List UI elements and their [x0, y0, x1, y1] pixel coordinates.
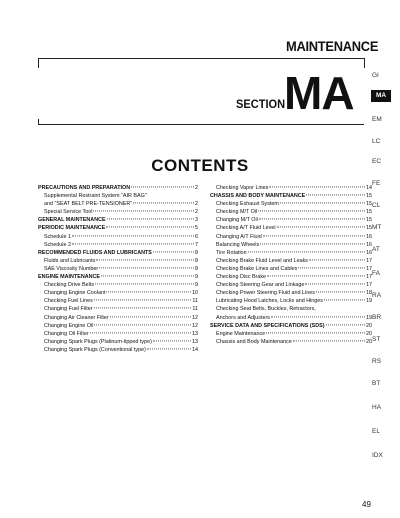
toc-leader-dots [305, 284, 365, 285]
toc-entry-page: 12 [192, 322, 198, 329]
toc-entry-page: 5 [195, 225, 198, 232]
toc-leader-dots [266, 332, 365, 333]
toc-entry [210, 208, 372, 216]
toc-leader-dots [269, 186, 365, 187]
toc-leader-dots [260, 243, 365, 244]
toc-entry-page: 13 [192, 330, 198, 337]
toc-entry-page: 15 [366, 193, 372, 200]
toc-entry-page: 15 [366, 225, 372, 232]
toc-entry-page: 12 [192, 314, 198, 321]
toc-entry-title: Checking Seat Belts, Buckles, Retractors, [216, 306, 316, 313]
toc-entry [38, 200, 198, 208]
toc-entry-page: 17 [366, 274, 372, 281]
toc-entry-page: 16 [366, 249, 372, 256]
toc-left-column [38, 184, 198, 354]
toc-leader-dots [267, 275, 365, 276]
toc-entry-title: ENGINE MAINTENANCE [38, 274, 100, 281]
toc-leader-dots [110, 316, 191, 317]
toc-entry-page: 3 [195, 217, 198, 224]
toc-entry-title: Special Service Tool [44, 209, 93, 216]
toc-entry-page: 11 [192, 306, 198, 313]
toc-entry-title: Schedule 1 [44, 233, 71, 240]
toc-leader-dots [94, 308, 192, 309]
toc-entry-page: 8 [195, 265, 198, 272]
toc-entry-title: Fluids and Lubricants [44, 257, 96, 264]
toc-entry-title: Changing Spark Plugs (Conventional type) [44, 346, 146, 353]
toc-entry-page: 14 [192, 346, 198, 353]
toc-leader-dots [96, 259, 194, 260]
toc-leader-dots [94, 300, 192, 301]
section-tab-lc: LC [372, 138, 381, 145]
toc-entry-title: PERIODIC MAINTENANCE [38, 225, 106, 232]
toc-entry [210, 233, 372, 241]
toc-entry-title: Schedule 2 [44, 241, 71, 248]
toc-entry-page: 18 [366, 290, 372, 297]
toc-entry [38, 281, 198, 289]
toc-leader-dots [94, 324, 191, 325]
toc-entry [38, 265, 198, 273]
toc-leader-dots [316, 292, 365, 293]
toc-entry-title: SERVICE DATA AND SPECIFICATIONS (SDS) [210, 322, 325, 329]
toc-entry-title: Checking M/T Oil [216, 209, 258, 216]
toc-entry-title: Anchors and Adjusters [216, 314, 270, 321]
toc-entry-page: 17 [366, 282, 372, 289]
toc-entry [210, 192, 372, 200]
toc-leader-dots [101, 275, 194, 276]
toc-entry [38, 322, 198, 330]
toc-leader-dots [326, 324, 365, 325]
toc-right-column [210, 184, 372, 346]
toc-entry-title: and "SEAT BELT PRE-TENSIONER" [44, 201, 133, 208]
section-tab-ma: MA [371, 90, 391, 102]
toc-entry [210, 314, 372, 322]
toc-entry [210, 330, 372, 338]
section-tab-st: ST [372, 336, 381, 343]
toc-entry [210, 200, 372, 208]
toc-entry-title: Checking Steering Gear and Linkage [216, 282, 305, 289]
toc-entry-page: 7 [195, 241, 198, 248]
toc-entry [210, 216, 372, 224]
toc-entry-title: Checking Disc Brake [216, 274, 267, 281]
toc-entry-title: Changing M/T Oil [216, 217, 258, 224]
toc-entry-title: Balancing Wheels [216, 241, 260, 248]
toc-entry-title: Changing A/T Fluid [216, 233, 262, 240]
header-rule-tick-left [38, 58, 39, 68]
toc-entry-page: 8 [195, 257, 198, 264]
toc-entry-page: 9 [195, 274, 198, 281]
toc-entry-page: 10 [192, 290, 198, 297]
toc-entry [38, 273, 198, 281]
toc-entry-title: Changing Oil Filter [44, 330, 89, 337]
toc-entry-title: RECOMMENDED FLUIDS AND LUBRICANTS [38, 249, 152, 256]
toc-leader-dots [131, 186, 194, 187]
toc-entry [210, 305, 372, 313]
toc-entry-title: GENERAL MAINTENANCE [38, 217, 106, 224]
toc-entry-page: 6 [195, 233, 198, 240]
section-tab-em: EM [372, 116, 382, 123]
toc-entry-title: Checking Power Steering Fluid and Lines [216, 290, 315, 297]
toc-entry-page: 20 [366, 330, 372, 337]
section-tab-ra: RA [372, 292, 382, 299]
toc-entry-title: Changing Engine Coolant [44, 290, 106, 297]
toc-leader-dots [72, 243, 194, 244]
toc-entry-page: 2 [195, 201, 198, 208]
section-tab-idx: IDX [372, 452, 383, 459]
toc-entry-page: 20 [366, 322, 372, 329]
toc-leader-dots [258, 211, 365, 212]
toc-entry [38, 314, 198, 322]
toc-leader-dots [306, 194, 365, 195]
toc-leader-dots [99, 267, 194, 268]
toc-entry-title: Checking Brake Fluid Level and Leaks [216, 257, 308, 264]
toc-leader-dots [153, 340, 191, 341]
toc-leader-dots [293, 340, 365, 341]
toc-entry-title: Checking Drive Belts [44, 282, 95, 289]
section-tab-mt: MT [372, 224, 382, 231]
toc-leader-dots [147, 348, 191, 349]
toc-entry [38, 346, 198, 354]
section-tab-fe: FE [372, 180, 381, 187]
toc-entry [210, 338, 372, 346]
toc-leader-dots [277, 227, 365, 228]
toc-entry [38, 297, 198, 305]
toc-entry [38, 216, 198, 224]
toc-leader-dots [106, 227, 194, 228]
toc-entry-page: 15 [366, 209, 372, 216]
toc-leader-dots [95, 284, 194, 285]
toc-leader-dots [106, 292, 191, 293]
toc-entry-page: 17 [366, 265, 372, 272]
section-tab-rs: RS [372, 358, 382, 365]
toc-entry [210, 273, 372, 281]
toc-leader-dots [259, 219, 365, 220]
section-tab-fa: FA [372, 270, 380, 277]
section-tab-cl: CL [372, 202, 381, 209]
section-tab-gi: GI [372, 72, 379, 79]
toc-entry-page: 9 [195, 282, 198, 289]
section-tab-at: AT [372, 246, 380, 253]
toc-entry-title: Engine Maintenance [216, 330, 266, 337]
toc-entry [210, 249, 372, 257]
toc-entry [210, 184, 372, 192]
toc-entry [38, 192, 198, 200]
toc-entry-title: Checking A/T Fluid Level [216, 225, 276, 232]
toc-entry [210, 289, 372, 297]
toc-entry-title: Checking Vapor Lines [216, 185, 269, 191]
toc-entry [38, 208, 198, 216]
section-label: SECTION [236, 97, 286, 111]
toc-entry [38, 330, 198, 338]
toc-leader-dots [324, 300, 365, 301]
toc-leader-dots [133, 203, 194, 204]
toc-entry [210, 224, 372, 232]
toc-entry-title: Changing Fuel Filter [44, 306, 93, 313]
toc-entry-title: PRECAUTIONS AND PREPARATION [38, 185, 131, 191]
toc-leader-dots [72, 235, 194, 236]
toc-entry [38, 241, 198, 249]
header-rule-tick-right [364, 58, 365, 68]
toc-entry-page: 19 [366, 298, 372, 305]
section-code: MA [284, 67, 354, 119]
toc-entry-title: Chassis and Body Maintenance [216, 338, 292, 345]
toc-entry-title: CHASSIS AND BODY MAINTENANCE [210, 193, 306, 200]
toc-entry-title: Changing Air Cleaner Filter [44, 314, 109, 321]
toc-entry-page: 17 [366, 257, 372, 264]
toc-leader-dots [280, 203, 365, 204]
toc-entry [210, 322, 372, 330]
toc-entry-page: 19 [366, 314, 372, 321]
toc-leader-dots [271, 316, 365, 317]
section-tab-ha: HA [372, 404, 382, 411]
toc-leader-dots [107, 219, 194, 220]
toc-entry-page: 15 [366, 217, 372, 224]
toc-entry-title: Checking Brake Lines and Cables [216, 265, 298, 272]
toc-entry-page: 11 [192, 298, 198, 305]
header-rule [38, 58, 364, 59]
page-number: 49 [362, 500, 371, 509]
toc-entry-title: Changing Spark Plugs (Platinum-tipped type) [44, 338, 152, 345]
section-tab-bt: BT [372, 380, 381, 387]
toc-entry [210, 241, 372, 249]
toc-entry [38, 184, 198, 192]
toc-leader-dots [309, 259, 365, 260]
section-rule [38, 124, 364, 125]
toc-entry [38, 233, 198, 241]
section-tab-el: EL [372, 428, 380, 435]
toc-entry-title: Supplemental Restraint System "AIR BAG" [44, 193, 147, 200]
toc-entry-page: 2 [195, 185, 198, 191]
section-tab-ec: EC [372, 158, 382, 165]
toc-entry-title: Checking Fuel Lines [44, 298, 93, 305]
toc-entry [38, 224, 198, 232]
toc-leader-dots [90, 332, 191, 333]
toc-entry [210, 265, 372, 273]
toc-entry [210, 281, 372, 289]
toc-leader-dots [93, 211, 194, 212]
toc-entry-page: 16 [366, 233, 372, 240]
section-rule-tick [38, 119, 39, 124]
toc-entry-page: 13 [192, 338, 198, 345]
toc-entry-title: Changing Engine Oil [44, 322, 94, 329]
toc-leader-dots [263, 235, 365, 236]
toc-entry-title: Checking Exhaust System [216, 201, 279, 208]
toc-entry [210, 297, 372, 305]
contents-title: CONTENTS [151, 156, 249, 175]
toc-leader-dots [248, 251, 365, 252]
toc-entry [210, 257, 372, 265]
toc-entry [38, 338, 198, 346]
section-tab-br: BR [372, 314, 382, 321]
toc-entry [38, 289, 198, 297]
toc-leader-dots [153, 251, 194, 252]
toc-entry [38, 249, 198, 257]
manual-section-title: MAINTENANCE [286, 38, 379, 54]
toc-entry-title: SAE Viscosity Number [44, 265, 99, 272]
toc-entry-page: 15 [366, 201, 372, 208]
toc-entry-page: 16 [366, 241, 372, 248]
toc-entry [38, 257, 198, 265]
toc-entry-page: 8 [195, 249, 198, 256]
toc-entry-title: Lubricating Hood Latches, Locks and Hinges [216, 298, 323, 305]
toc-entry-page: 14 [366, 185, 372, 191]
toc-entry [38, 305, 198, 313]
toc-entry-page: 20 [366, 338, 372, 345]
toc-leader-dots [298, 267, 365, 268]
toc-entry-title: Tire Rotation [216, 249, 247, 256]
toc-entry-page: 2 [195, 209, 198, 216]
